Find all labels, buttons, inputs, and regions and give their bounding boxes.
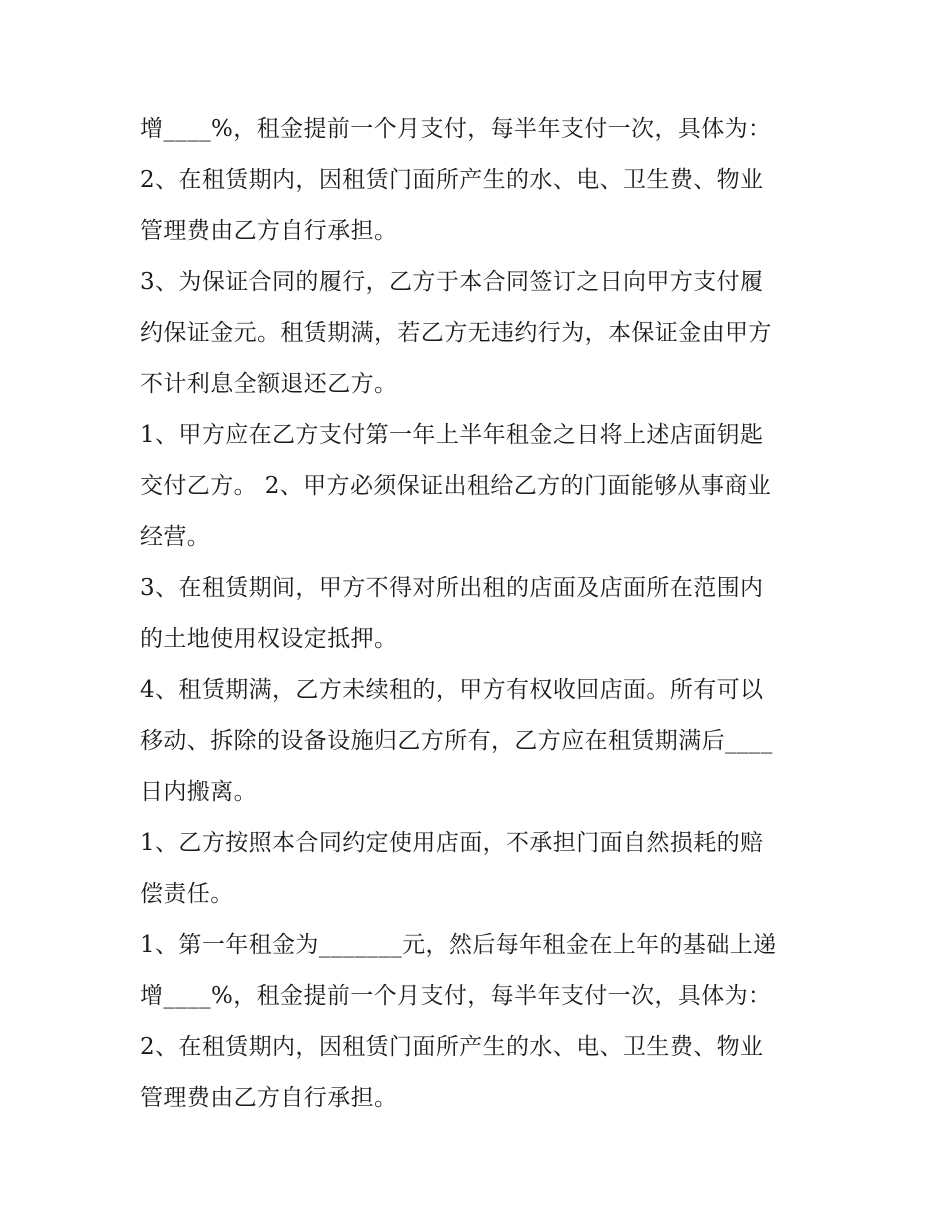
text-line: 不计利息全额退还乙方。 bbox=[140, 371, 398, 397]
text-line: 3、在租赁期间，甲方不得对所出租的店面及店面所在范围内 bbox=[140, 575, 764, 601]
text-line: 交付乙方。 2、甲方必须保证出租给乙方的门面能够从事商业 bbox=[140, 473, 772, 499]
text-line: 4、租赁期满，乙方未续租的，甲方有权收回店面。所有可以 bbox=[140, 677, 764, 703]
text-line: 日内搬离。 bbox=[140, 779, 257, 805]
text-line: 1、乙方按照本合同约定使用店面，不承担门面自然损耗的赔 bbox=[140, 830, 764, 856]
text-line: 2、在租赁期内，因租赁门面所产生的水、电、卫生费、物业 bbox=[140, 167, 764, 193]
text-line: 偿责任。 bbox=[140, 881, 234, 907]
text-line: 管理费由乙方自行承担。 bbox=[140, 218, 398, 244]
text-line: 增____%，租金提前一个月支付，每半年支付一次，具体为： bbox=[140, 116, 772, 142]
text-line: 1、甲方应在乙方支付第一年上半年租金之日将上述店面钥匙 bbox=[140, 422, 764, 448]
document-body bbox=[140, 104, 840, 1124]
text-line: 1、第一年租金为_______元，然后每年租金在上年的基础上递 bbox=[140, 932, 777, 958]
text-line: 的土地使用权设定抵押。 bbox=[140, 626, 398, 652]
text-line: 约保证金元。租赁期满，若乙方无违约行为，本保证金由甲方 bbox=[140, 320, 772, 346]
text-line: 管理费由乙方自行承担。 bbox=[140, 1085, 398, 1111]
text-line: 经营。 bbox=[140, 524, 211, 550]
text-line: 增____%，租金提前一个月支付，每半年支付一次，具体为： bbox=[140, 983, 772, 1009]
text-line: 移动、拆除的设备设施归乙方所有，乙方应在租赁期满后____ bbox=[140, 728, 773, 754]
text-line: 3、为保证合同的履行，乙方于本合同签订之日向甲方支付履 bbox=[140, 269, 764, 295]
text-line: 2、在租赁期内，因租赁门面所产生的水、电、卫生费、物业 bbox=[140, 1034, 764, 1060]
